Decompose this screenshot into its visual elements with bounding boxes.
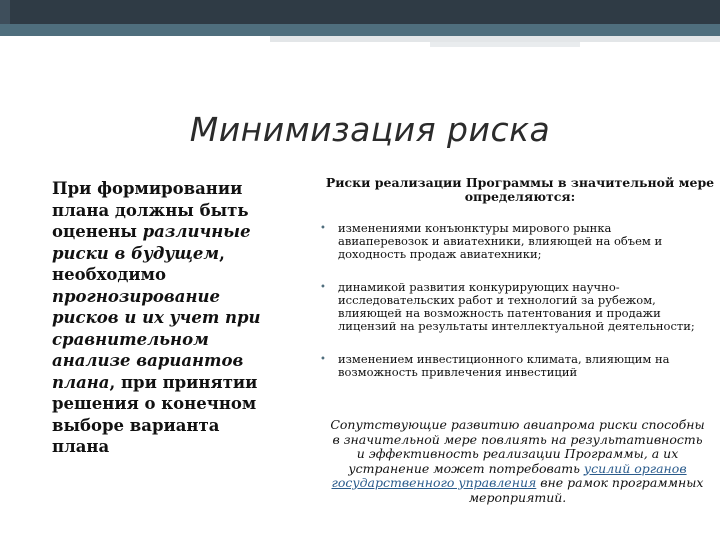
- left-text-block: [52, 178, 272, 458]
- bullet-list: [318, 222, 703, 399]
- left-text-part-3: , при принятии решения о конечном выборе варианта плана: [52, 372, 258, 456]
- bullet-item: [318, 222, 703, 261]
- bullet-dot-icon: •: [320, 354, 326, 365]
- top-bar: [0, 0, 720, 24]
- top-bar-thin-stripe-2: [430, 42, 580, 47]
- top-bar-accent: [0, 24, 720, 36]
- closing-text-after: вне рамок программных мероприятий.: [468, 475, 704, 505]
- slide-title: Минимизация риска: [189, 110, 551, 149]
- bullet-text: динамикой развития конкурирующих научно-исследовательских работ и технологий за рубежом, влияющей на возможность патентования и продажи лицензий на результаты интеллектуальной деятельности;: [338, 280, 695, 333]
- right-heading: Риски реализации Программы в значительной мере определяются:: [325, 175, 715, 204]
- closing-text-before: Сопутствующие развитию авиапрома риски способны в значительной мере повлиять на результативность и эффективность реализации Программы, а их устранение может потребовать: [330, 417, 705, 476]
- bullet-item: [318, 353, 703, 379]
- left-text-part-2: , необходимо: [52, 243, 225, 284]
- bullet-item: [318, 281, 703, 333]
- closing-link[interactable]: усилий органов государственного управления: [331, 460, 687, 490]
- bullet-text: изменениями конъюнктуры мирового рынка авиаперевозок и авиатехники, влияющей на объем и доходность продаж авиатехники;: [338, 221, 663, 261]
- left-text-emphasis-2: прогнозирование рисков и их учет при сравнительном анализе вариантов плана: [52, 286, 261, 392]
- left-text-emphasis-1: различные риски в будущем: [52, 222, 251, 263]
- bullet-dot-icon: •: [320, 223, 326, 234]
- bullet-text: изменением инвестиционного климата, влияющим на возможность привлечения инвестиций: [338, 352, 670, 379]
- bullet-dot-icon: •: [320, 282, 326, 293]
- left-text-part-1: При формировании плана должны быть оценены: [52, 179, 249, 241]
- closing-paragraph: [330, 418, 705, 505]
